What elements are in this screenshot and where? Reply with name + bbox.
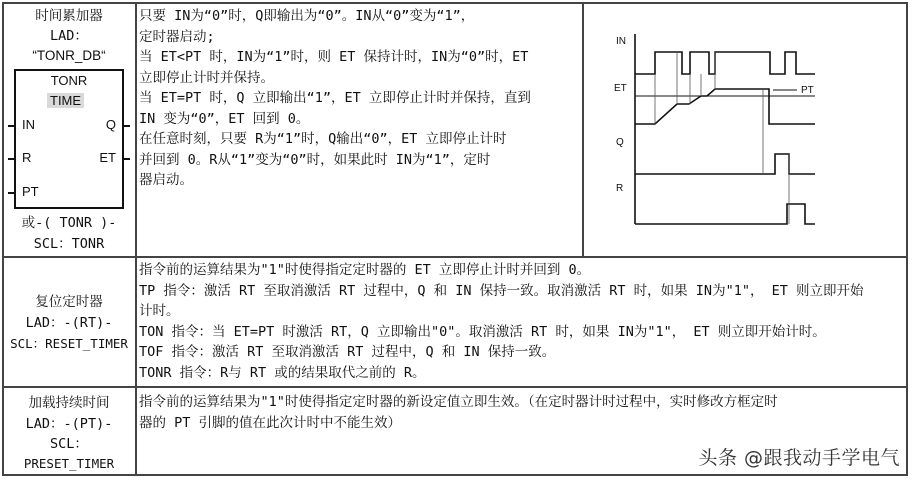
desc-line: 器的 PT 引脚的值在此次计时中不能生效） <box>139 414 402 431</box>
pin-et-label: ET <box>99 150 116 165</box>
tonr-description <box>139 6 584 191</box>
tonr-title: 时间累加器 <box>35 8 103 24</box>
pin-in-label: IN <box>22 117 35 132</box>
desc-line: 器启动。 <box>139 172 193 188</box>
tonr-lad-label: LAD： <box>50 28 88 44</box>
desc-line: 立即停止计时并保持。 <box>139 69 274 86</box>
pt-scl-label: SCL： <box>50 436 88 452</box>
desc-line: 当 ET=PT 时，Q 立即输出“1”，ET 立即停止计时并保持，直到 <box>139 90 531 106</box>
desc-line: TP 指令：激活 RT 至取消激活 RT 过程中，Q 和 IN 保持一致。取消激活 RT 时，如果 IN为"1"， ET 则立即开始 <box>139 282 864 299</box>
pin-in-line <box>8 125 16 127</box>
timing-diagram <box>585 4 907 254</box>
q-signal-label: Q <box>616 137 624 148</box>
tonr-db-name: “TONR_DB“ <box>32 48 106 63</box>
rt-lad-label: LAD：-(RT)- <box>25 315 113 331</box>
desc-line: 当 ET<PT 时，IN为“1”时，则 ET 保持计时，IN为“0”时，ET <box>139 49 529 65</box>
rt-scl-label: SCL：RESET_TIMER <box>10 336 128 351</box>
pin-r-label: R <box>22 150 32 165</box>
watermark: 头条 @跟我动手学电气 <box>698 447 900 469</box>
pin-q-label: Q <box>105 117 116 132</box>
pin-et-line <box>122 158 130 160</box>
desc-line: IN 变为“0”，ET 回到 0。 <box>139 110 310 127</box>
pin-q-line <box>122 125 130 127</box>
pt-scl-name: PRESET_TIMER <box>23 456 115 471</box>
pin-r-line <box>8 158 16 160</box>
pt-description <box>139 392 907 433</box>
rt-title: 复位定时器 <box>35 294 103 310</box>
r-signal-label: R <box>616 183 624 194</box>
pt-lad-label: LAD：-(PT)- <box>25 416 113 432</box>
desc-line: 定时器启动; <box>139 28 215 45</box>
in-waveform <box>635 52 815 74</box>
ladder-block-type: TIME <box>47 93 84 108</box>
pin-pt-label: PT <box>22 184 39 199</box>
et-signal-label: ET <box>614 83 627 94</box>
desc-line: 指令前的运算结果为"1"时使得指定定时器的 ET 立即停止计时并回到 0。 <box>139 262 591 278</box>
pin-pt-line <box>8 192 16 194</box>
table-border-bottom <box>2 474 908 476</box>
row-divider-1 <box>2 256 908 258</box>
desc-line: 并回到 0。R从“1”变为“0”时，如果此时 IN为“1”，定时 <box>139 151 491 168</box>
desc-line: 指令前的运算结果为"1"时使得指定定时器的新设定值立即生效。（在定时器计时过程中，实时修改方框定时 <box>139 394 778 410</box>
rt-description <box>139 260 907 383</box>
desc-line: TON 指令：当 ET=PT 时激活 RT，Q 立即输出"0"。取消激活 RT 时，如果 IN为"1"， ET 则立即开始计时。 <box>139 323 826 340</box>
desc-line: 计时。 <box>139 303 180 319</box>
ladder-block-title: TONR <box>50 73 88 88</box>
in-signal-label: IN <box>616 36 626 47</box>
et-waveform <box>635 89 815 124</box>
desc-line: 只要 IN为“0”时，Q即输出为“0”。IN从“0”变为“1”， <box>139 8 475 24</box>
desc-line: TOF 指令：激活 RT 至取消激活 RT 过程中，Q 和 IN 保持一致。 <box>139 344 556 360</box>
pt-title: 加载持续时间 <box>28 395 110 411</box>
tonr-coil-label: 或-( TONR )- <box>21 215 117 231</box>
tonr-ladder-block <box>14 69 124 209</box>
pt-level-label: PT <box>801 85 814 96</box>
r-waveform <box>635 204 815 224</box>
q-waveform <box>635 154 815 174</box>
row-divider-2 <box>2 386 908 388</box>
desc-line: TONR 指令：R与 RT 或的结果取代之前的 R。 <box>139 364 426 381</box>
desc-line: 在任意时刻，只要 R为“1”时，Q输出“0”，ET 立即停止计时 <box>139 131 507 147</box>
tonr-scl-label: SCL：TONR <box>33 236 105 252</box>
col-divider <box>135 2 137 476</box>
